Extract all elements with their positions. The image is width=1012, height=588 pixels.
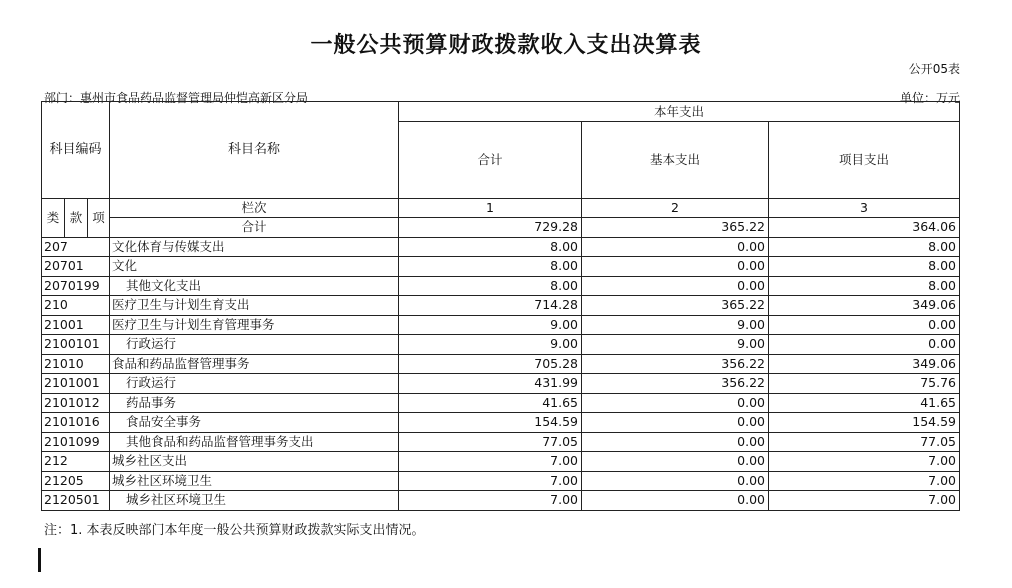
table-row [42,491,960,511]
row-basic: 0.00 [582,452,769,472]
row-project: 364.06 [769,218,960,238]
table-row [42,452,960,472]
header-col3: 3 [769,199,960,218]
row-basic: 356.22 [582,354,769,374]
row-total: 41.65 [399,393,582,413]
row-total: 77.05 [399,432,582,452]
row-project: 154.59 [769,413,960,433]
row-basic: 0.00 [582,413,769,433]
row-name: 合计 [110,218,399,238]
header-basic: 基本支出 [582,122,769,199]
table-row [42,374,960,394]
row-project: 8.00 [769,257,960,277]
table-row [42,257,960,277]
row-name: 药品事务 [110,393,399,413]
row-code: 2101001 [42,374,110,394]
row-basic: 0.00 [582,432,769,452]
row-total: 9.00 [399,315,582,335]
row-code: 2101012 [42,393,110,413]
row-code: 21010 [42,354,110,374]
row-name: 食品和药品监督管理事务 [110,354,399,374]
row-total: 7.00 [399,452,582,472]
row-total: 7.00 [399,471,582,491]
header-subject-code: 科目编码 [42,102,110,199]
row-basic: 356.22 [582,374,769,394]
header-col2: 2 [582,199,769,218]
row-project: 8.00 [769,237,960,257]
table-row [42,218,960,238]
table-row [42,471,960,491]
header-lei: 类 [42,199,65,238]
form-code: 公开05表 [908,62,960,76]
header-column-index: 栏次 [110,199,399,218]
header-kuan: 款 [65,199,88,238]
row-code: 2100101 [42,335,110,355]
row-basic: 0.00 [582,237,769,257]
row-name: 行政运行 [110,335,399,355]
row-project: 349.06 [769,354,960,374]
row-name: 行政运行 [110,374,399,394]
row-total: 431.99 [399,374,582,394]
row-name: 医疗卫生与计划生育管理事务 [110,315,399,335]
row-name: 文化 [110,257,399,277]
row-code: 21205 [42,471,110,491]
row-total: 714.28 [399,296,582,316]
row-project: 8.00 [769,276,960,296]
row-total: 7.00 [399,491,582,511]
row-total: 154.59 [399,413,582,433]
table-row [42,432,960,452]
row-code: 2101099 [42,432,110,452]
row-total: 8.00 [399,237,582,257]
page-title: 一般公共预算财政拨款收入支出决算表 [310,33,702,58]
table-row [42,276,960,296]
row-code: 2101016 [42,413,110,433]
header-current-year: 本年支出 [399,102,960,122]
row-code: 212 [42,452,110,472]
header-col1: 1 [399,199,582,218]
table-row [42,413,960,433]
row-code: 20701 [42,257,110,277]
row-code: 2070199 [42,276,110,296]
unit-label: 单位：万元 [899,91,960,105]
row-total: 9.00 [399,335,582,355]
row-project: 7.00 [769,452,960,472]
row-project: 41.65 [769,393,960,413]
footnote: 注：1. 本表反映部门本年度一般公共预算财政拨款实际支出情况。 [44,523,425,538]
header-project: 项目支出 [769,122,960,199]
table-row [42,335,960,355]
header-total: 合计 [399,122,582,199]
row-project: 77.05 [769,432,960,452]
row-basic: 9.00 [582,315,769,335]
row-project: 349.06 [769,296,960,316]
row-name: 城乡社区环境卫生 [110,471,399,491]
scan-mark [38,548,41,572]
row-total: 729.28 [399,218,582,238]
row-name: 医疗卫生与计划生育支出 [110,296,399,316]
row-basic: 365.22 [582,296,769,316]
header-xiang: 项 [88,199,110,238]
table-row [42,296,960,316]
table-row [42,237,960,257]
row-name: 文化体育与传媒支出 [110,237,399,257]
row-name: 城乡社区支出 [110,452,399,472]
row-basic: 0.00 [582,393,769,413]
row-total: 8.00 [399,276,582,296]
row-name: 城乡社区环境卫生 [110,491,399,511]
row-basic: 0.00 [582,491,769,511]
header-subject-name: 科目名称 [110,102,399,199]
row-code: 210 [42,296,110,316]
row-name: 其他食品和药品监督管理事务支出 [110,432,399,452]
row-project: 0.00 [769,315,960,335]
table-row [42,315,960,335]
row-basic: 0.00 [582,276,769,296]
row-code: 207 [42,237,110,257]
row-basic: 0.00 [582,257,769,277]
table-row [42,393,960,413]
row-code: 2120501 [42,491,110,511]
row-basic: 0.00 [582,471,769,491]
row-basic: 9.00 [582,335,769,355]
row-basic: 365.22 [582,218,769,238]
row-project: 0.00 [769,335,960,355]
row-project: 75.76 [769,374,960,394]
row-project: 7.00 [769,471,960,491]
department-label: 部门：惠州市食品药品监督管理局仲恺高新区分局 [44,91,309,105]
row-code: 21001 [42,315,110,335]
row-project: 7.00 [769,491,960,511]
row-total: 705.28 [399,354,582,374]
table-row [42,354,960,374]
row-total: 8.00 [399,257,582,277]
row-name: 食品安全事务 [110,413,399,433]
row-name: 其他文化支出 [110,276,399,296]
expenditure-table [41,101,960,511]
